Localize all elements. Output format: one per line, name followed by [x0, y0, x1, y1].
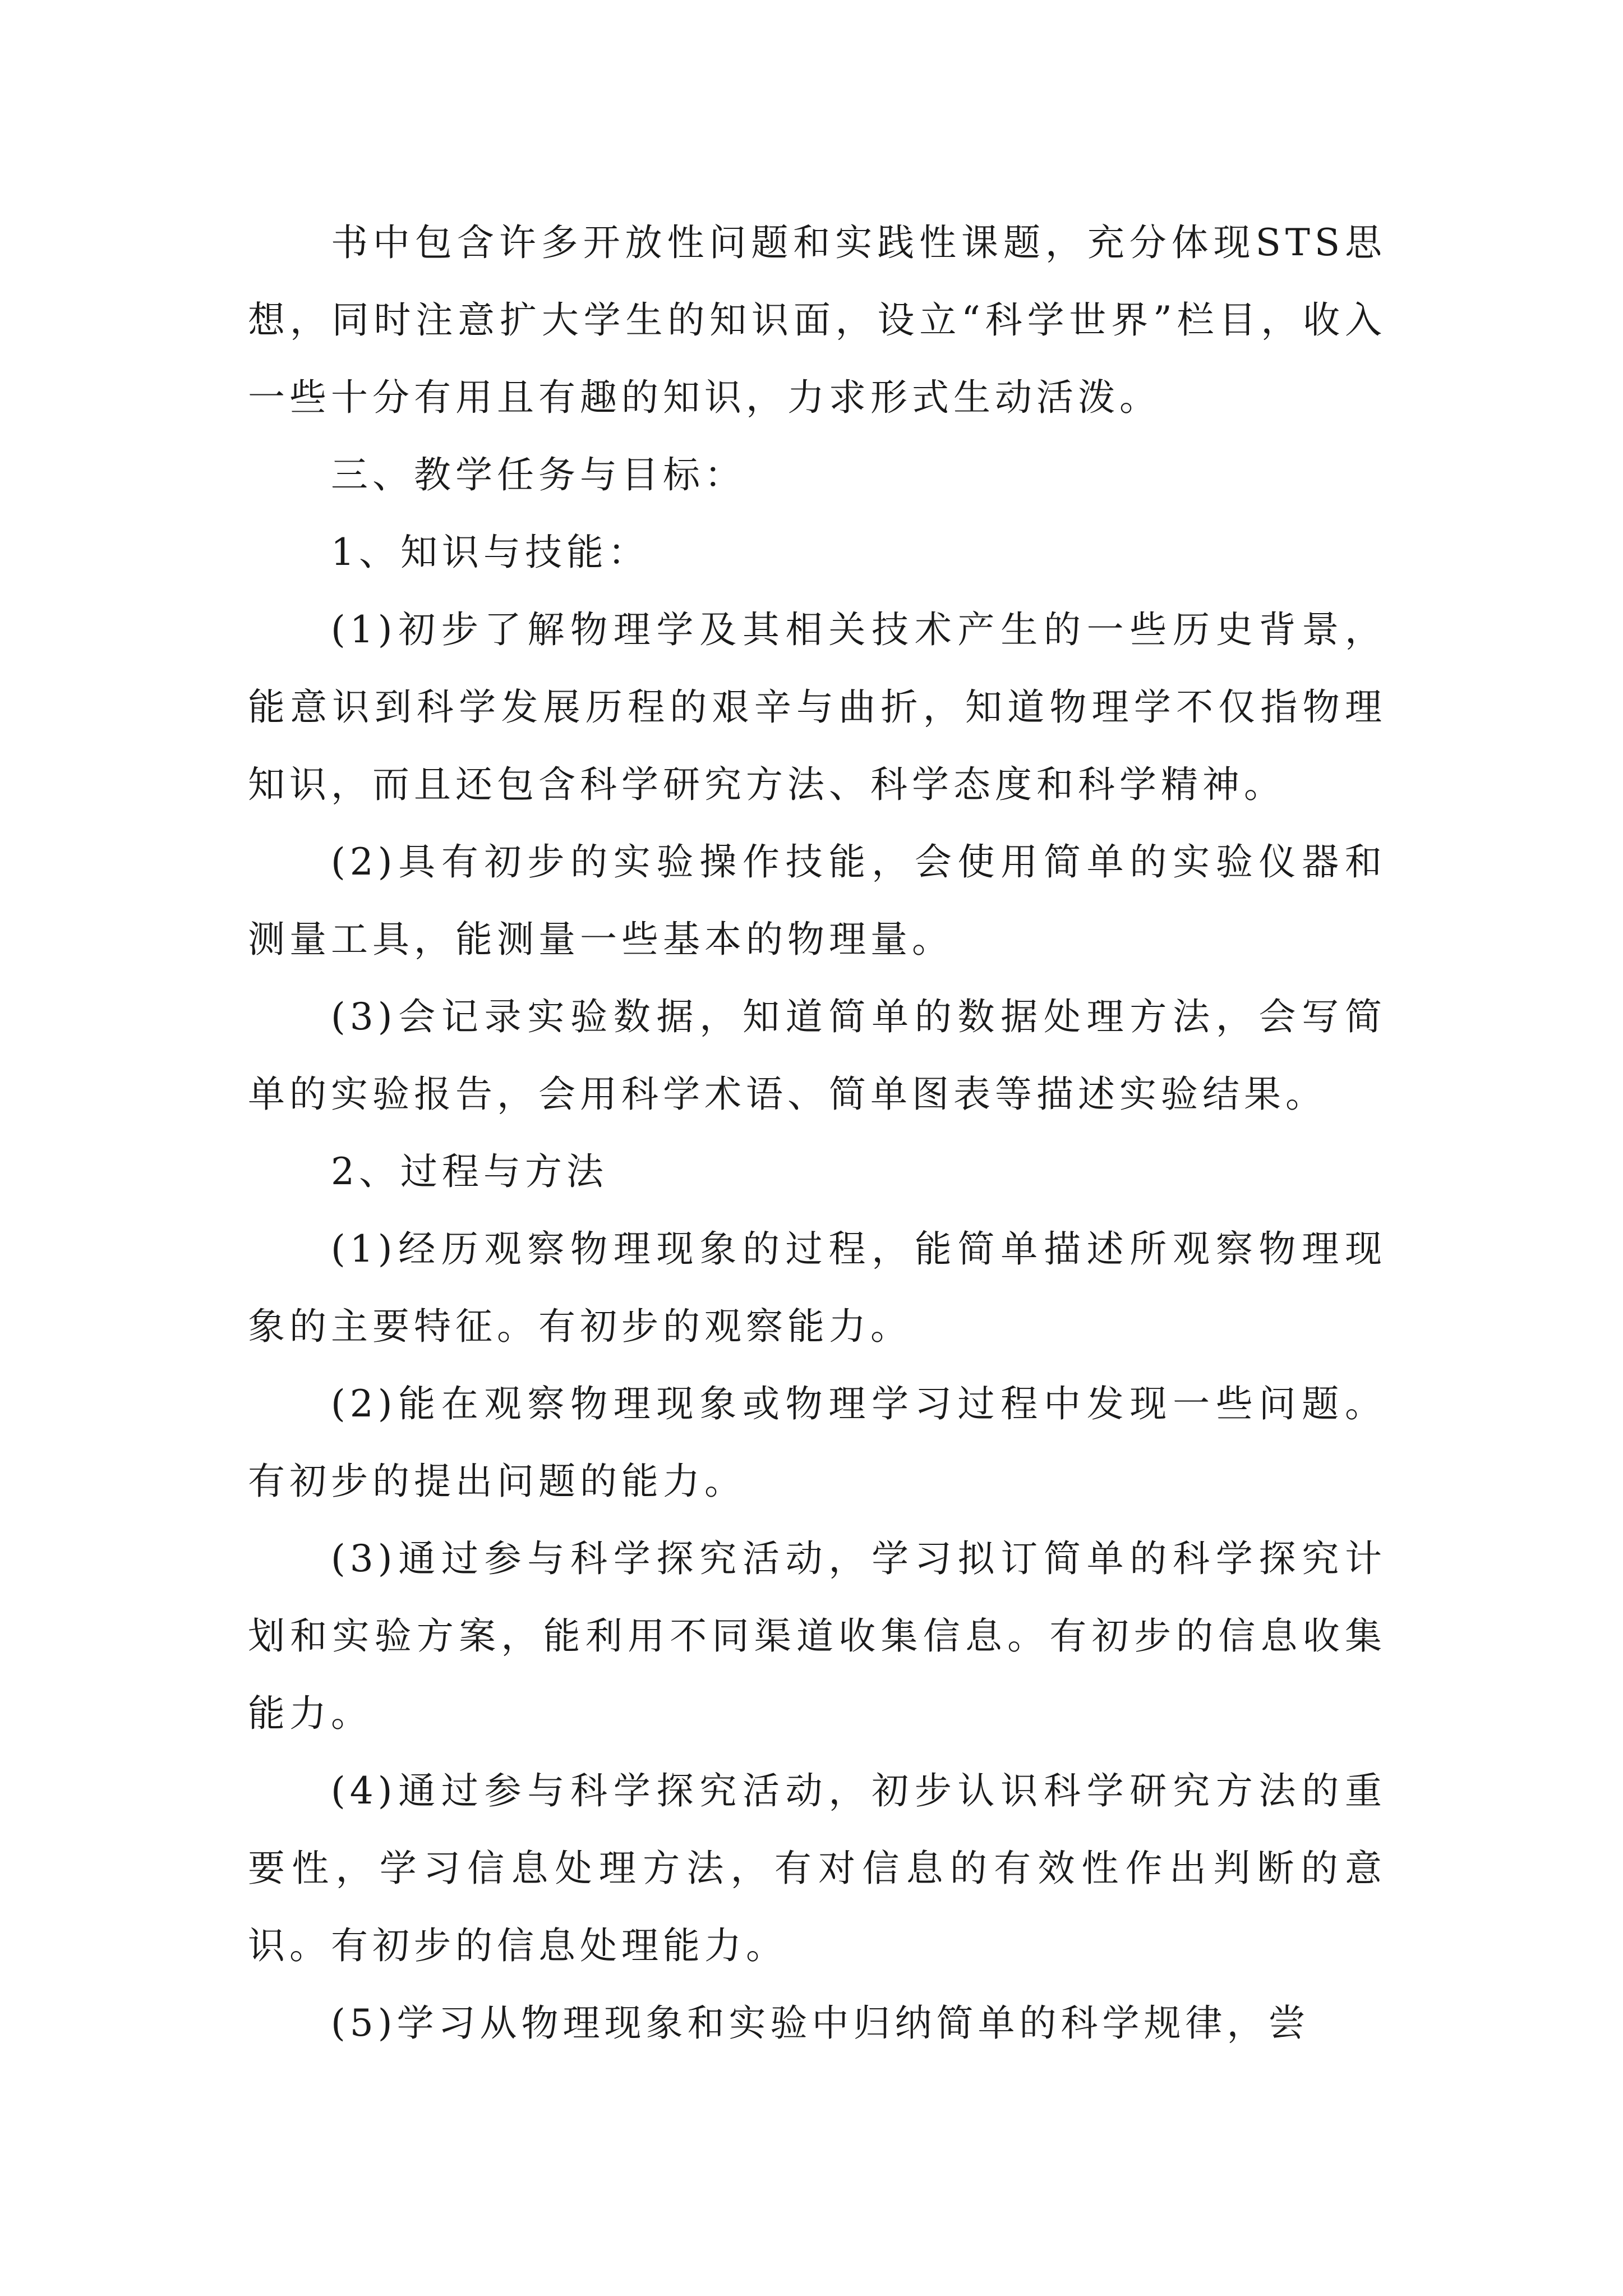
heading-teaching-goals: 三、教学任务与目标： [331, 453, 746, 496]
paragraph-process-item-5: (5)学习从物理现象和实验中归纳简单的科学规律，尝 [331, 2001, 1310, 2045]
paragraph-process-item-2: (2)能在观察物理现象或物理学习过程中发现一些问题。有初步的提出问题的能力。 [248, 1382, 1386, 1503]
paragraph-process-item-1: (1)经历观察物理现象的过程，能简单描述所观察物理现象的主要特征。有初步的观察能力。 [248, 1227, 1386, 1348]
paragraph-sts-intro: 书中包含许多开放性问题和实践性课题，充分体现STS思想，同时注意扩大学生的知识面，设立“科学世界”栏目，收入一些十分有用且有趣的知识，力求形式生动活泼。 [248, 221, 1386, 419]
subheading-process-methods: 2、过程与方法 [331, 1150, 608, 1193]
document-body [248, 204, 1386, 2062]
subheading-knowledge-skills: 1、知识与技能： [331, 531, 649, 574]
paragraph-knowledge-item-3: (3)会记录实验数据，知道简单的数据处理方法，会写简单的实验报告，会用科学术语、简单图表等描述实验结果。 [248, 995, 1386, 1116]
paragraph-process-item-4: (4)通过参与科学探究活动，初步认识科学研究方法的重要性，学习信息处理方法，有对信息的有效性作出判断的意识。有初步的信息处理能力。 [248, 1769, 1386, 1967]
paragraph-process-item-3: (3)通过参与科学探究活动，学习拟订简单的科学探究计划和实验方案，能利用不同渠道收集信息。有初步的信息收集能力。 [248, 1537, 1386, 1735]
paragraph-knowledge-item-2: (2)具有初步的实验操作技能，会使用简单的实验仪器和测量工具，能测量一些基本的物理量。 [248, 840, 1386, 961]
paragraph-knowledge-item-1: (1)初步了解物理学及其相关技术产生的一些历史背景，能意识到科学发展历程的艰辛与曲折，知道物理学不仅指物理知识，而且还包含科学研究方法、科学态度和科学精神。 [248, 608, 1386, 806]
